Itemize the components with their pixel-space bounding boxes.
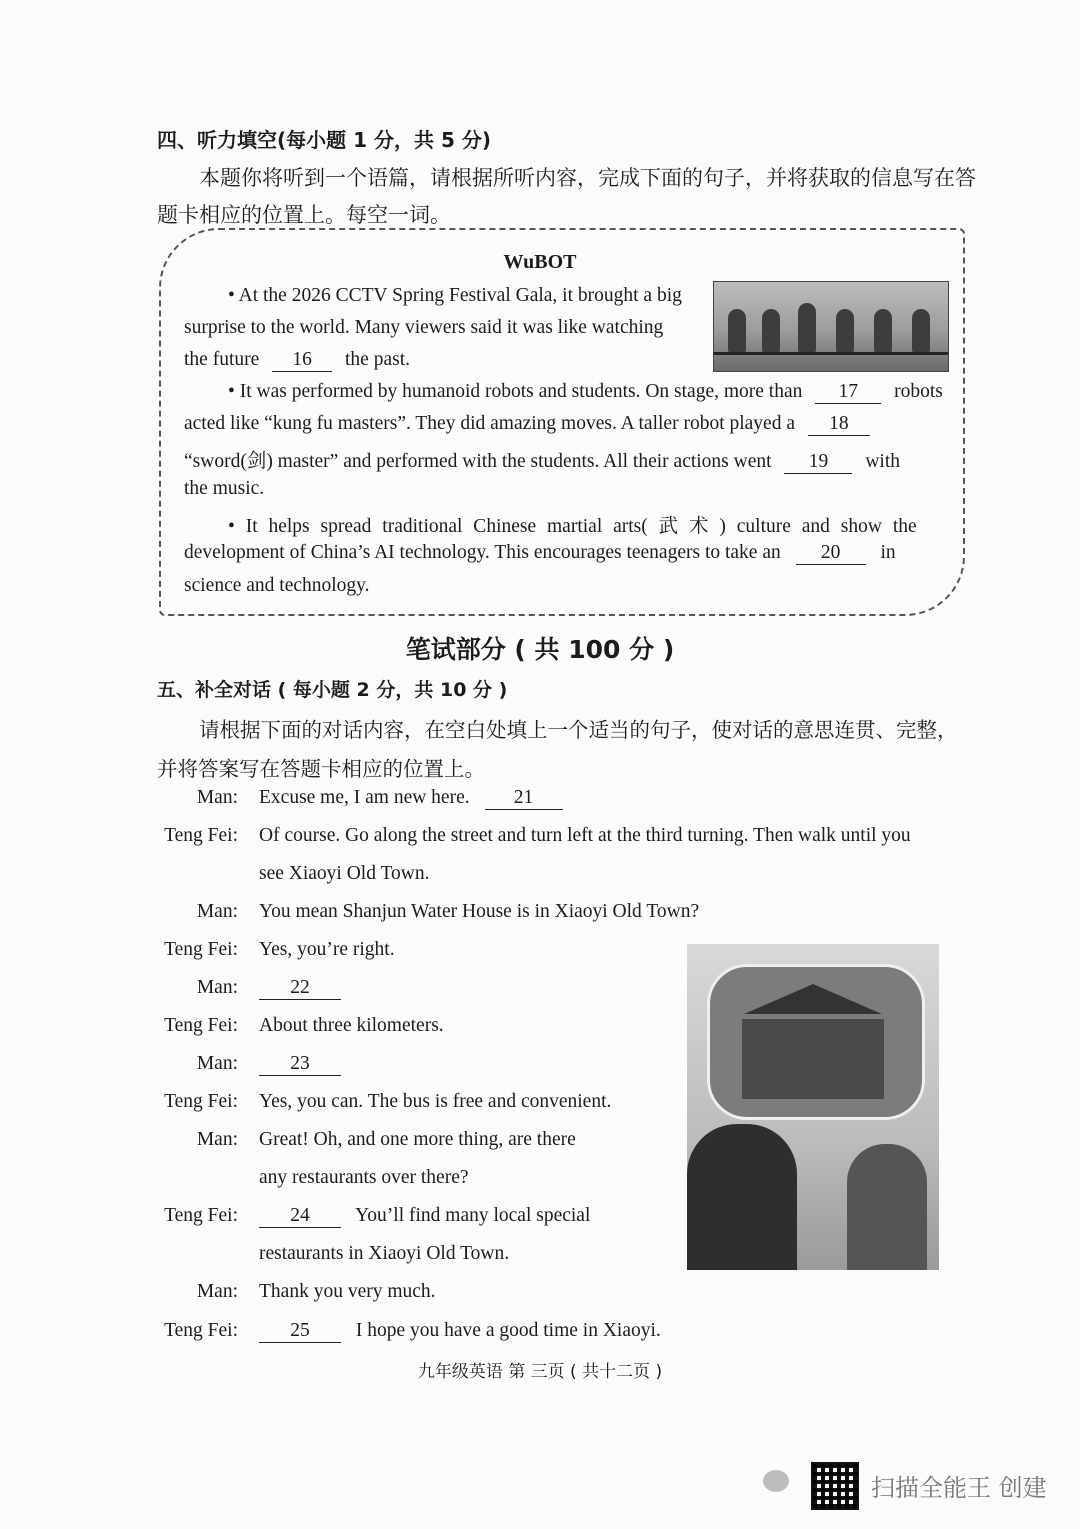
dialogue-line-9a: Great! Oh, and one more thing, are there [259, 1129, 576, 1150]
section-5-instruction-line-2: 并将答案写在答题卡相应的位置上。 [157, 757, 485, 781]
scanner-watermark [755, 1458, 1055, 1512]
dialogue-line-7 [259, 1053, 341, 1076]
passage-text: in [880, 542, 896, 563]
speaker-man: Man: [196, 787, 238, 808]
dialogue-line-3: You mean Shanjun Water House is in Xiaoyi Old Town? [259, 901, 700, 922]
section-4-title: 四、听力填空(每小题 1 分，共 5 分) [157, 128, 491, 152]
qr-code-icon [811, 1462, 859, 1510]
passage-p2-line-4: the music. [184, 478, 265, 499]
passage-text: robots [894, 381, 943, 402]
passage-text: “sword(剑) master” and performed with the students. All their actions went [184, 451, 772, 472]
dialogue-line-5 [259, 977, 341, 1000]
passage-p2-line-2 [184, 413, 870, 436]
written-section-title: 笔试部分 ( 共 100 分 ) [405, 635, 675, 664]
passage-p2-line-3 [184, 445, 900, 474]
passage-p1-line-2: surprise to the world. Many viewers said it was like watching [184, 317, 664, 338]
dialogue-line-2a: Of course. Go along the street and turn left at the third turning. Then walk until you [259, 825, 911, 846]
dialogue-line-10b: restaurants in Xiaoyi Old Town. [259, 1243, 510, 1264]
blank-19: 19 [784, 451, 852, 474]
speaker-teng-fei: Teng Fei: [164, 1091, 238, 1112]
speaker-man: Man: [196, 1053, 238, 1074]
passage-text: the past. [345, 349, 410, 370]
passage-title: WuBOT [503, 251, 577, 273]
section-4-instruction-line-1: 本题你将听到一个语篇，请根据所听内容，完成下面的句子，并将获取的信息写在答 [199, 166, 976, 190]
dialogue-line-4: Yes, you’re right. [259, 939, 395, 960]
dialogue-line-2b: see Xiaoyi Old Town. [259, 863, 430, 884]
blank-23: 23 [259, 1053, 341, 1076]
speaker-man: Man: [196, 977, 238, 998]
dialogue-line-1 [259, 787, 563, 810]
passage-text: development of China’s AI technology. This encourages teenagers to take an [184, 542, 781, 563]
passage-text: acted like “kung fu masters”. They did amazing moves. A taller robot played a [184, 413, 795, 434]
blank-22: 22 [259, 977, 341, 1000]
passage-p1-line-3 [184, 349, 410, 372]
speaker-man: Man: [196, 901, 238, 922]
dialogue-line-9b: any restaurants over there? [259, 1167, 469, 1188]
page-footer: 九年级英语 第 三页 ( 共十二页 ) [417, 1362, 663, 1382]
section-5-title: 五、补全对话 ( 每小题 2 分，共 10 分 ) [157, 679, 508, 701]
robot-performance-photo [713, 281, 949, 372]
blank-20: 20 [796, 542, 866, 565]
blank-21: 21 [485, 787, 563, 810]
dialogue-line-6: About three kilometers. [259, 1015, 444, 1036]
speaker-teng-fei: Teng Fei: [164, 1205, 238, 1226]
dialogue-text: I hope you have a good time in Xiaoyi. [355, 1320, 661, 1341]
dialogue-text: You’ll find many local special [355, 1205, 591, 1226]
blank-17: 17 [815, 381, 881, 404]
passage-p3-line-1: • It helps spread traditional Chinese martial arts( 武 术 ) culture and show the [228, 516, 917, 537]
passage-p1-line-1: • At the 2026 CCTV Spring Festival Gala, it brought a big [228, 285, 682, 306]
speaker-man: Man: [196, 1281, 238, 1302]
passage-text: with [865, 451, 900, 472]
watermark-text: 扫描全能王 创建 [871, 1474, 1047, 1502]
speaker-teng-fei: Teng Fei: [164, 1015, 238, 1036]
speaker-teng-fei: Teng Fei: [164, 825, 238, 846]
blank-25: 25 [259, 1320, 341, 1343]
passage-text: the future [184, 349, 260, 370]
wechat-icon [763, 1470, 789, 1492]
blank-18: 18 [808, 413, 870, 436]
speaker-teng-fei: Teng Fei: [164, 1320, 238, 1341]
speaker-teng-fei: Teng Fei: [164, 939, 238, 960]
speaker-man: Man: [196, 1129, 238, 1150]
dialogue-line-8: Yes, you can. The bus is free and convenient. [259, 1091, 612, 1112]
section-5-instruction-line-1: 请根据下面的对话内容，在空白处填上一个适当的句子，使对话的意思连贯、完整， [199, 718, 958, 742]
passage-p2-line-1 [228, 381, 943, 404]
dialogue-line-10a [259, 1205, 590, 1228]
passage-p3-line-2 [184, 542, 896, 565]
dialogue-line-11: Thank you very much. [259, 1281, 436, 1302]
dialogue-line-12 [259, 1320, 661, 1343]
passage-p3-line-3: science and technology. [184, 575, 370, 596]
street-direction-illustration [687, 944, 939, 1270]
blank-24: 24 [259, 1205, 341, 1228]
section-4-instruction-line-2: 题卡相应的位置上。每空一词。 [157, 203, 451, 227]
blank-16: 16 [272, 349, 332, 372]
passage-text: • It was performed by humanoid robots and students. On stage, more than [228, 381, 803, 402]
dialogue-text: Excuse me, I am new here. [259, 787, 470, 808]
